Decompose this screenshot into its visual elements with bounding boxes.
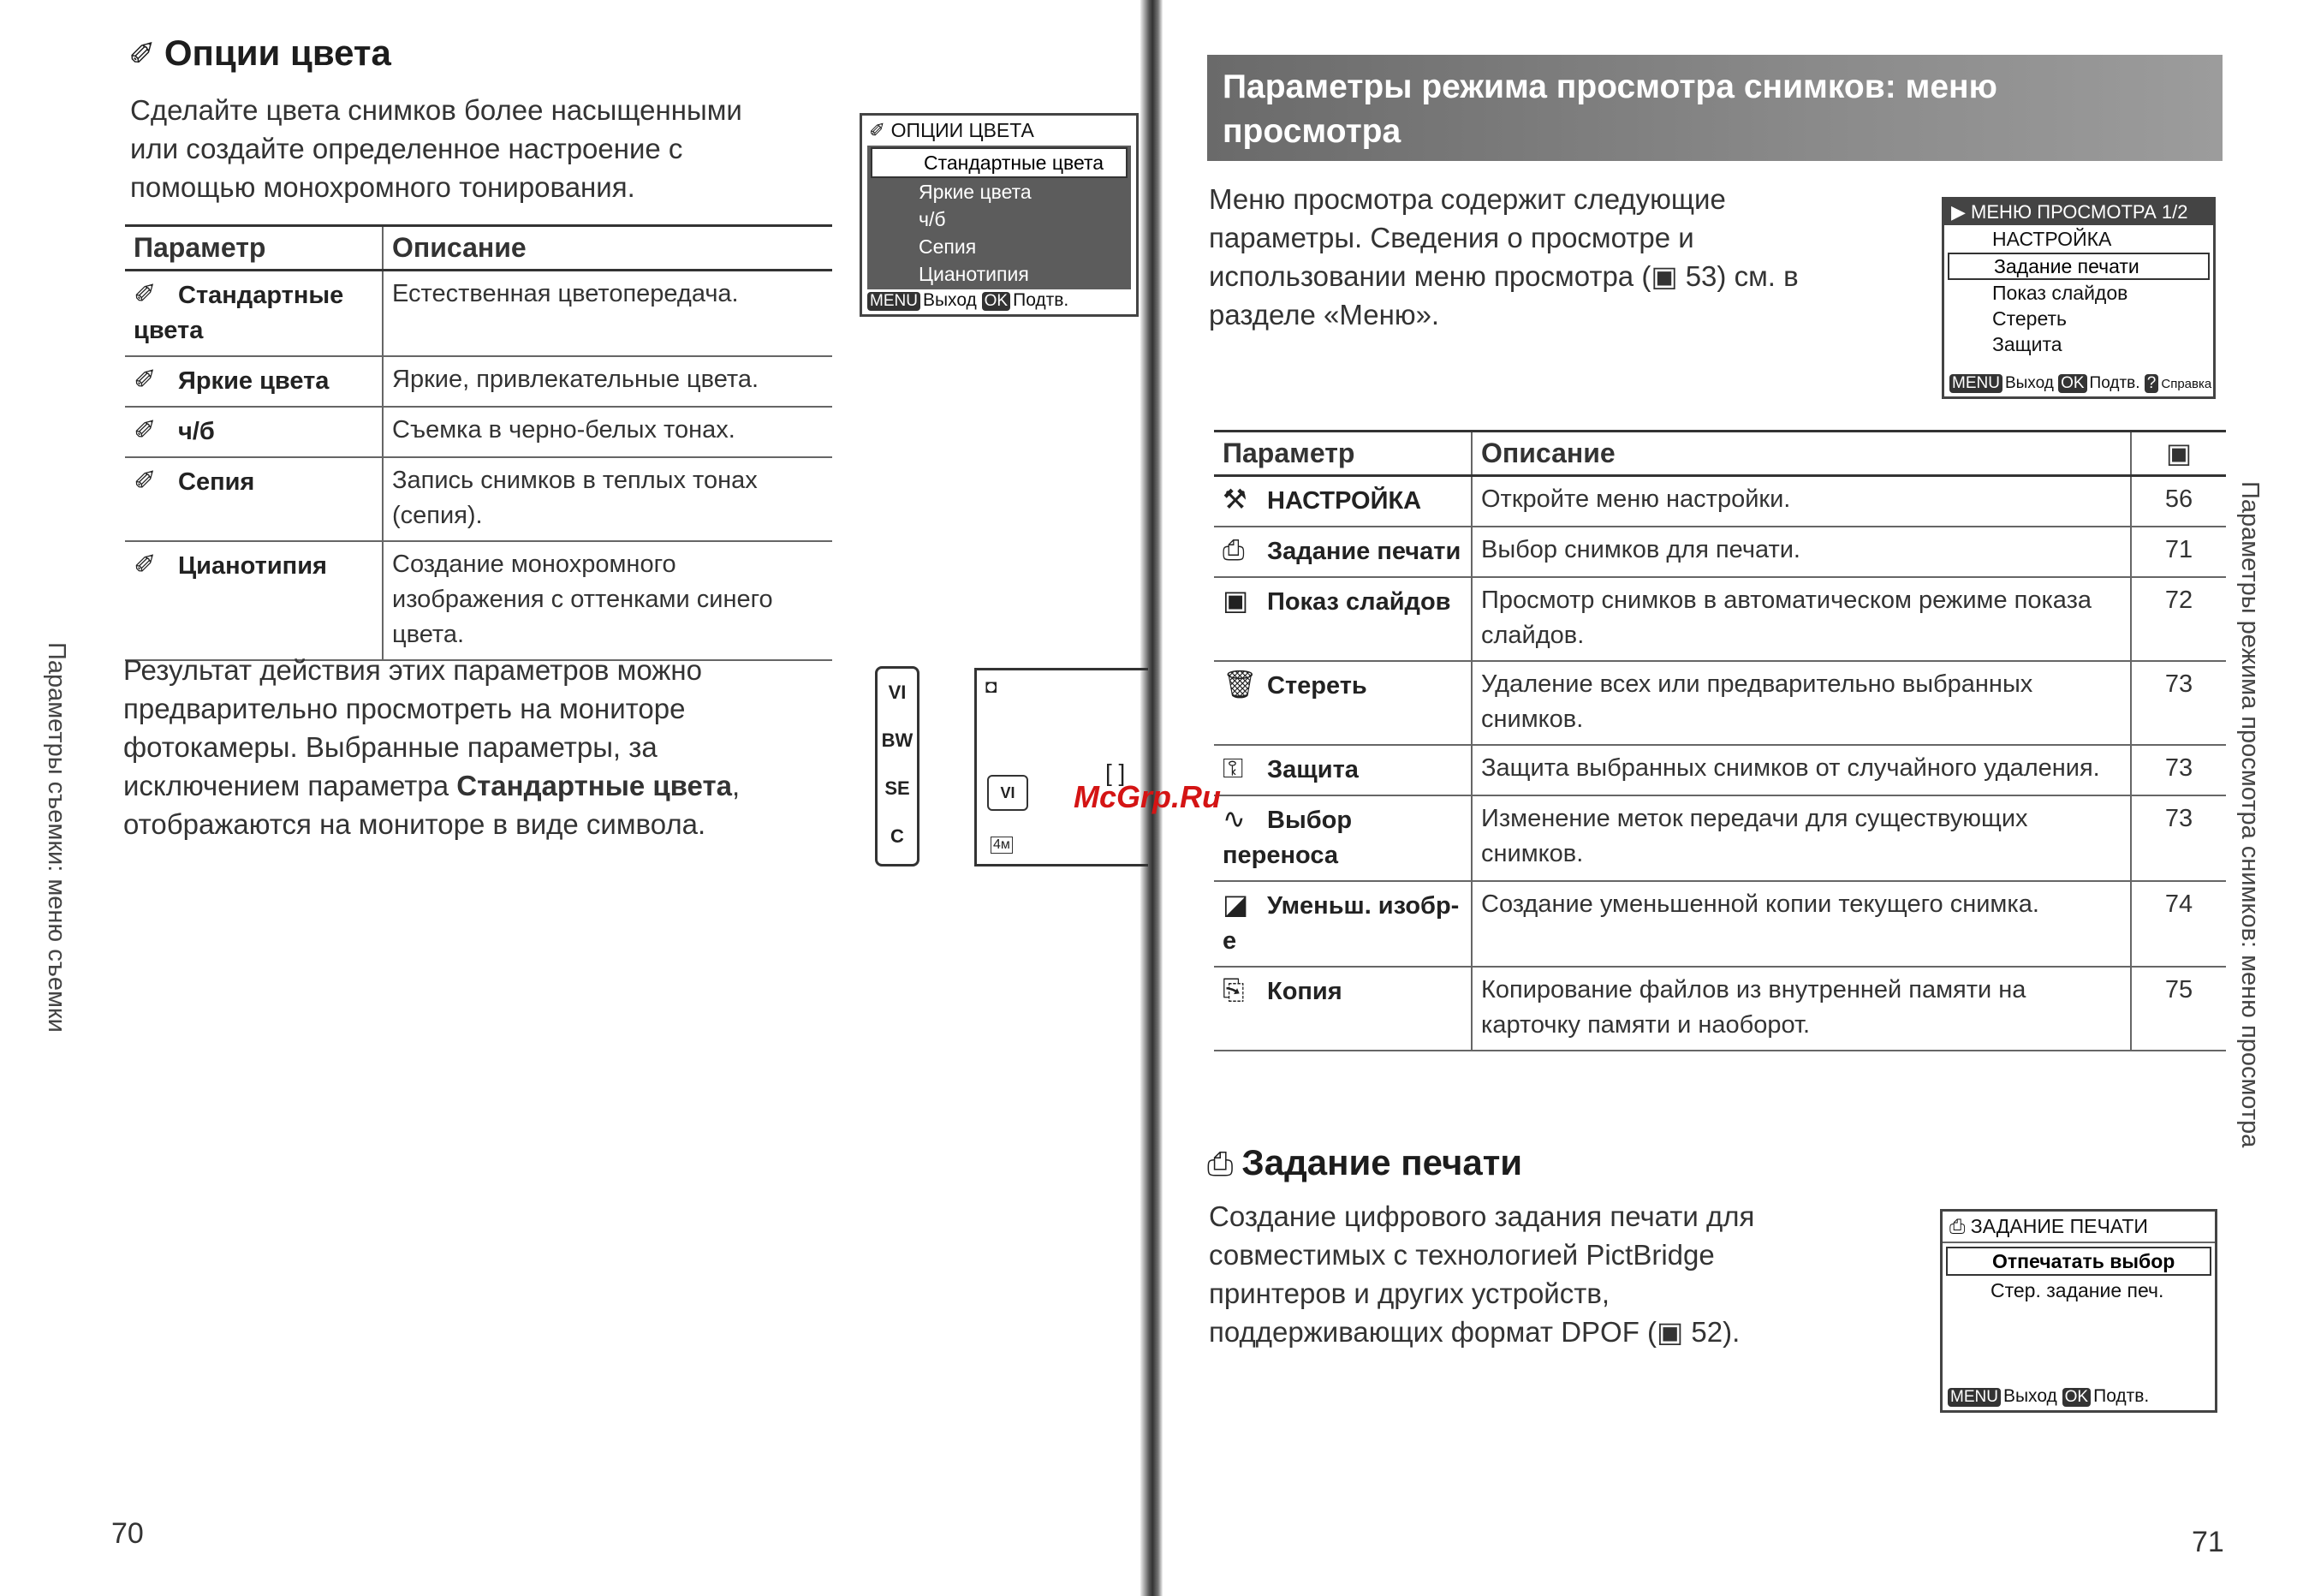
copy-icon: ⎘ [1223,974,1245,1005]
table-row [125,356,832,407]
table-header [1214,432,2226,476]
section-banner: Параметры режима просмотра снимков: меню просмотра [1207,55,2223,161]
row-desc: Съемка в черно-белых тонах. [392,416,735,444]
right-side-label: Параметры режима просмотра снимков: меню просмотра [2236,481,2264,1148]
row-desc: Копирование файлов из внутренней памяти на карточку памяти и наоборот. [1472,967,2131,1051]
table-row [1214,881,2226,967]
page-number-right: 71 [2192,1526,2224,1558]
color-options-icon: ✐ [869,119,891,141]
screen-footer: MENU Выход OK Подтв. [1948,1386,2149,1407]
screen-footer: MENU Выход OK Подтв. ? Справка [1949,374,2211,393]
row-desc: Создание монохромного изображения с оттенками синего цвета. [392,551,773,648]
row-desc: Естественная цветопередача. [392,280,739,307]
vivid-symbol-icon: VI [987,775,1028,811]
table-row [1214,795,2226,881]
menu-item[interactable]: Стер. задание печ. [1991,1279,2164,1301]
setup-icon: ⚒ [1223,484,1247,515]
table-row [1214,967,2226,1051]
table-row [125,457,832,541]
help-key: ? [2145,374,2159,393]
row-desc: Изменение меток передачи для существующих снимков. [1472,795,2131,881]
intro-paragraph: Сделайте цвета снимков более насыщенными или создайте определенное настроение с помощью монохромного тонирования. [130,94,742,203]
row-desc: Яркие, привлекательные цвета. [392,366,759,393]
column-header: Описание [1472,432,2131,476]
row-page: 73 [2164,805,2193,832]
color-options-table [125,224,832,661]
table-row [125,541,832,660]
menu-item[interactable]: ч/б [867,205,1131,233]
row-name: Цианотипия [178,552,327,580]
menu-item-selected[interactable]: Отпечатать выбор [1946,1247,2211,1276]
menu-key: MENU [1949,374,2002,393]
camera-icon: ◘ [985,676,997,697]
column-header: Описание [392,232,527,263]
monitor-frame [974,668,1148,866]
menu-key: MENU [867,292,920,311]
ok-key: OK [2062,1388,2091,1407]
menu-item-selected[interactable]: Стандартные цвета [871,147,1128,178]
row-name: Сепия [178,468,255,496]
page-ref-icon: ▣ [1651,260,1686,292]
image-size-icon: 4м [991,837,1013,854]
color-options-icon: ✐ [128,37,156,73]
watermark: McGrp.Ru [1074,779,1222,814]
ok-key: OK [2058,374,2086,393]
row-desc: Создание уменьшенной копии текущего снимка. [1472,881,2131,967]
print-order-icon: ⎙ [1207,1146,1234,1182]
camera-screen-playback-menu [1942,197,2216,399]
column-header: Параметр [1214,432,1472,476]
table-row [1214,745,2226,795]
menu-item[interactable]: Стереть [1992,307,2068,330]
page-ref-icon: ▣ [2165,438,2193,468]
bw-icon: ✐ [134,414,157,445]
page-number-left: 70 [111,1517,144,1550]
row-name: Защита [1267,756,1359,783]
table-row [125,407,832,457]
column-header: Параметр [125,226,383,271]
monitor-symbol-illustration [875,666,1149,865]
menu-item[interactable]: Показ слайдов [1992,282,2128,304]
row-page: 56 [2164,485,2193,513]
menu-list [867,146,1131,289]
delete-icon: 🗑 [1223,669,1258,700]
ok-key: OK [982,292,1010,311]
menu-item[interactable]: НАСТРОЙКА [1992,228,2112,250]
row-page: 71 [2164,536,2193,563]
row-desc: Удаление всех или предварительно выбранных снимков. [1472,661,2131,745]
row-desc: Защита выбранных снимков от случайного удаления. [1472,745,2131,795]
row-name: Стереть [1267,672,1367,700]
row-name: Стандартные цвета [134,282,344,344]
menu-item[interactable]: Цианотипия [867,260,1131,288]
print-order-paragraph: Создание цифрового задания печати для совместимых с технологией PictBridge принтеров и других устройств, поддерживающих формат DPOF (▣ 52). [1209,1200,1755,1348]
menu-item[interactable]: Защита [1992,333,2062,355]
row-name: Показ слайдов [1267,588,1451,616]
menu-item[interactable]: Яркие цвета [867,178,1131,205]
bw-symbol-icon: BW [881,730,913,751]
camera-screen-color-options: ✐ ОПЦИИ ЦВЕТА Стандартные цвета Яркие цвета ч/б Сепия Цианотипия MENU Выход OK Подтв. [860,113,1139,317]
sepia-symbol-icon: SE [884,777,910,799]
table-row [1214,577,2226,661]
print-order-icon: ⎙ [1223,534,1245,565]
menu-key: MENU [1948,1388,2001,1407]
playback-intro: Меню просмотра содержит следующие параметры. Сведения о просмотре и использовании меню просмотра (▣ 53) см. в разделе «Меню». [1209,183,1799,331]
camera-screen-print-order: ⎙ ЗАДАНИЕ ПЕЧАТИ Отпечатать выбор Стер. задание печ. MENU Выход OK Подтв. [1940,1209,2217,1413]
standard-color-icon: ✐ [134,278,157,309]
row-page: 73 [2164,670,2193,698]
protect-icon: ⚿ [1223,753,1244,783]
row-page: 75 [2164,976,2193,1003]
page-ref-icon: ▣ [1657,1316,1692,1348]
section-title-print-order: ⎙ Задание печати [1207,1142,1523,1182]
table-row [125,271,832,357]
result-paragraph: Результат действия этих параметров можно предварительно просмотреть на мониторе фотокамеры. Выбранные параметры, за исключением параметра Стандартные цвета, отображаются на мониторе в виде символа. [123,654,741,840]
table-row [1214,527,2226,577]
transfer-icon: ∿ [1223,803,1246,834]
print-order-icon: ⎙ [1949,1215,1971,1237]
row-name: ч/б [178,418,215,445]
row-page: 74 [2164,890,2193,918]
symbol-column [875,666,919,866]
table-header [125,226,832,271]
vivid-color-icon: ✐ [134,364,157,395]
cyanotype-symbol-icon: C [890,825,904,847]
screen-title: ▶ МЕНЮ ПРОСМОТРА 1/2 [1944,200,2213,225]
row-desc: Просмотр снимков в автоматическом режиме показа слайдов. [1472,577,2131,661]
playback-menu-table [1214,430,2226,1051]
table-row [1214,476,2226,527]
left-side-label: Параметры съемки: меню съемки [43,642,70,1033]
table-row [1214,661,2226,745]
vivid-symbol-icon: VI [888,682,907,703]
row-name: НАСТРОЙКА [1267,487,1422,515]
menu-item-selected[interactable]: Задание печати [1948,253,2210,280]
slide-show-icon: ▣ [1223,585,1249,616]
row-name: Задание печати [1267,538,1461,565]
row-name: Выбор переноса [1223,807,1353,869]
section-title-color-options: ✐ Опции цвета [128,33,391,73]
row-desc: Запись снимков в теплых тонах (сепия). [392,467,758,529]
sepia-icon: ✐ [134,465,157,496]
small-pic-icon: ◪ [1223,889,1249,920]
screen-footer: MENU Выход OK Подтв. [867,290,1068,311]
menu-item[interactable]: Сепия [867,233,1131,260]
row-name: Копия [1267,978,1342,1005]
row-desc: Выбор снимков для печати. [1472,527,2131,577]
row-name: Уменьш. изобр-е [1223,892,1460,955]
focus-bracket-icon: [ ] [1105,759,1126,786]
row-page: 73 [2164,754,2193,782]
row-name: Яркие цвета [178,367,330,395]
row-page: 72 [2164,587,2193,614]
playback-icon: ▶ [1951,201,1972,223]
cyanotype-icon: ✐ [134,549,157,580]
row-desc: Откройте меню настройки. [1472,476,2131,527]
